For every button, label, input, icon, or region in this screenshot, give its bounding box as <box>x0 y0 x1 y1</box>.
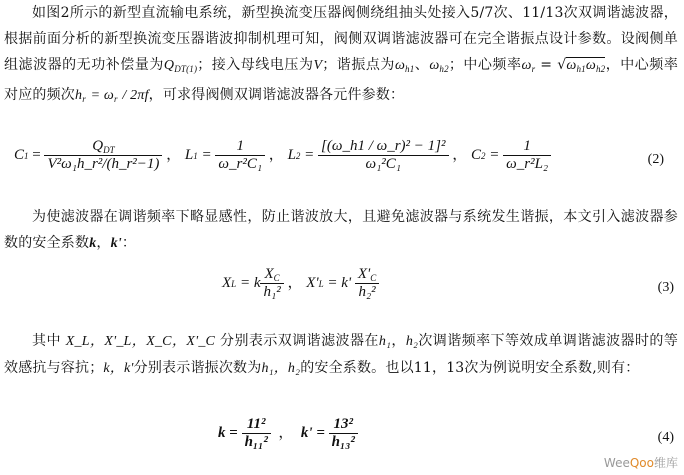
eq3-xl: X L = k $\frac{X_C}{\text{h₁²}}$ <box>222 266 284 301</box>
var-list: X_L，X'_L，X_C，X'_C <box>65 334 216 349</box>
eq3-xl-prime-fraction: $\frac{X'_C}{\text{h₂²}}$ <box>355 266 379 301</box>
eq2-l1: L 1 = $\frac{1}{\text{ω\_r²C₁}}$ <box>185 138 265 173</box>
para2-text-a: 为使滤波器在调谐频率下略显感性，防止谐波放大，且避免滤波器与系统发生谐振，本文引入滤波器参数的安全系数 <box>4 209 678 251</box>
var-v: V <box>313 58 323 73</box>
var-h1: h1 <box>405 64 415 74</box>
two-pi-f: / 2πf <box>122 88 149 103</box>
eq2-l1-fraction: $\frac{1}{\text{ω\_r²C₁}}$ <box>215 138 265 173</box>
equation-2-number: (2) <box>647 152 664 167</box>
eq2-c1: C 1 = $\frac{Q_{DT}}{\text{V²ω₁h\_r²/(h\_r²−1)}}$ <box>14 138 162 173</box>
sqrt-symbol: √ <box>557 57 567 73</box>
para1-eq: = <box>540 57 553 73</box>
para1-text-f: ，可求得阀侧双调谐滤波器各元件参数： <box>148 87 405 103</box>
eq2-l2-fraction: $\frac{\text{[(ω\_h1 / ω\_r)² − 1]²}}{\text{ω₁²C₁}}$ <box>318 138 448 173</box>
eq3-xl-prime: X' L = k' $\frac{X'_C}{\text{h₂²}}$ <box>306 266 379 301</box>
paragraph-2: 为使滤波器在调谐频率下略显感性，防止谐波放大，且避免滤波器与系统发生谐振，本文引入滤波器参数的安全系数k，k'： <box>4 209 678 251</box>
var-q: Q <box>163 58 175 73</box>
watermark: WeeQoo维库 <box>603 456 678 470</box>
para1-text-d: ；中心频率 <box>448 57 522 73</box>
eq3-xl-fraction: $\frac{X_C}{\text{h₁²}}$ <box>260 266 283 301</box>
var-hr: h <box>75 88 83 103</box>
var-omega-r: ω <box>521 58 532 73</box>
var-q-sub: DT(1) <box>174 64 198 74</box>
eq2-l2: L 2 = $\frac{\text{[(ω\_h1 / ω\_r)² − 1]²}}{\text{ω₁²C₁}}$ <box>288 138 449 173</box>
var-omega: ω <box>394 58 406 73</box>
paragraph-3: 其中 X_L，X'_L，X_C，X'_C 分别表示双调谐滤波器在h₁，h₂次调谐频率下等效成单调谐滤波器时的等效感抗与容抗；k，k'分别表示谐振次数为h₁，h₂的安全系数。也以11，13次为例说明安全系数,则有： <box>4 333 679 376</box>
var-r-sub: r <box>531 64 536 74</box>
var-k-prime: k' <box>110 236 122 251</box>
hr-expr: = ω <box>90 88 114 103</box>
para1-text-a: 如图2所示的新型直流输电系统，新型换流变压器阀侧绕组抽头处接入5/7次、11/13次双调谐滤波器，根据前面分析的新型换流变压器谐波抑制机理可知，阀侧双调谐滤波器可在完全谐振点设计参数。设阀侧单组滤波器的无功补偿量为 <box>4 5 678 73</box>
eq2-c2: C 2 = $\frac{1}{\text{ω\_r²L₂}}$ <box>471 138 551 173</box>
equation-2: C 1 = $\frac{Q_{DT}}{\text{V²ω₁h\_r²/(h\_r²−1)}}$ ， L 1 = $\frac{1}{\text{ω\_r²C₁}}$ ， L 2 = $\frac{\text{[(ω\_h1 / ω\_r)² − 1]²}}{\text{ω₁²C₁}}$ ， C 2 = $\frac{1}{\text{ω\_r²L₂}}$ (2) <box>14 138 664 172</box>
var-k: k <box>89 236 97 251</box>
equation-3-number: (3) <box>657 280 674 295</box>
eq4-k: k = $\frac{\text{11²}}{\text{h₁₁²}}$ <box>218 416 271 451</box>
para1-text-b: ；接入母线电压为 <box>197 57 314 73</box>
eq4-k-prime-fraction: $\frac{\text{13²}}{\text{h₁₃²}}$ <box>329 416 358 451</box>
eq2-c1-fraction: $\frac{Q_{DT}}{\text{V²ω₁h\_r²/(h\_r²−1)}}$ <box>44 138 162 173</box>
var-h2: h2 <box>439 64 449 74</box>
eq2-c2-fraction: $\frac{1}{\text{ω\_r²L₂}}$ <box>503 138 551 173</box>
equation-4-number: (4) <box>657 430 674 445</box>
paragraph-1: 如图2所示的新型直流输电系统，新型换流变压器阀侧绕组抽头处接入5/7次、11/13次双调谐滤波器，根据前面分析的新型换流变压器谐波抑制机理可知，阀侧双调谐滤波器可在完全谐振点设计参数。设阀侧单组滤波器的无功补偿量为$Q_{DT(1)}$；接入母线电压为V；谐振点为$\omega_{h1}$、$\omega_{h2}$；中心频率$\omega_r = √\omega_{h1}\omega_{h2}$，中心频率对应的频次$h_r = \omega_r / 2\pi f$，可求得阀侧双调谐滤波器各元件参数： <box>4 5 679 104</box>
eq4-k-prime: k' = $\frac{\text{13²}}{\text{h₁₃²}}$ <box>301 416 358 451</box>
para1-sep: 、 <box>414 57 430 73</box>
para1-text-c: ；谐振点为 <box>322 57 395 73</box>
eq4-k-fraction: $\frac{\text{11²}}{\text{h₁₁²}}$ <box>242 416 271 451</box>
para1-text-e: ，中心频率对应的频次 <box>4 57 679 103</box>
